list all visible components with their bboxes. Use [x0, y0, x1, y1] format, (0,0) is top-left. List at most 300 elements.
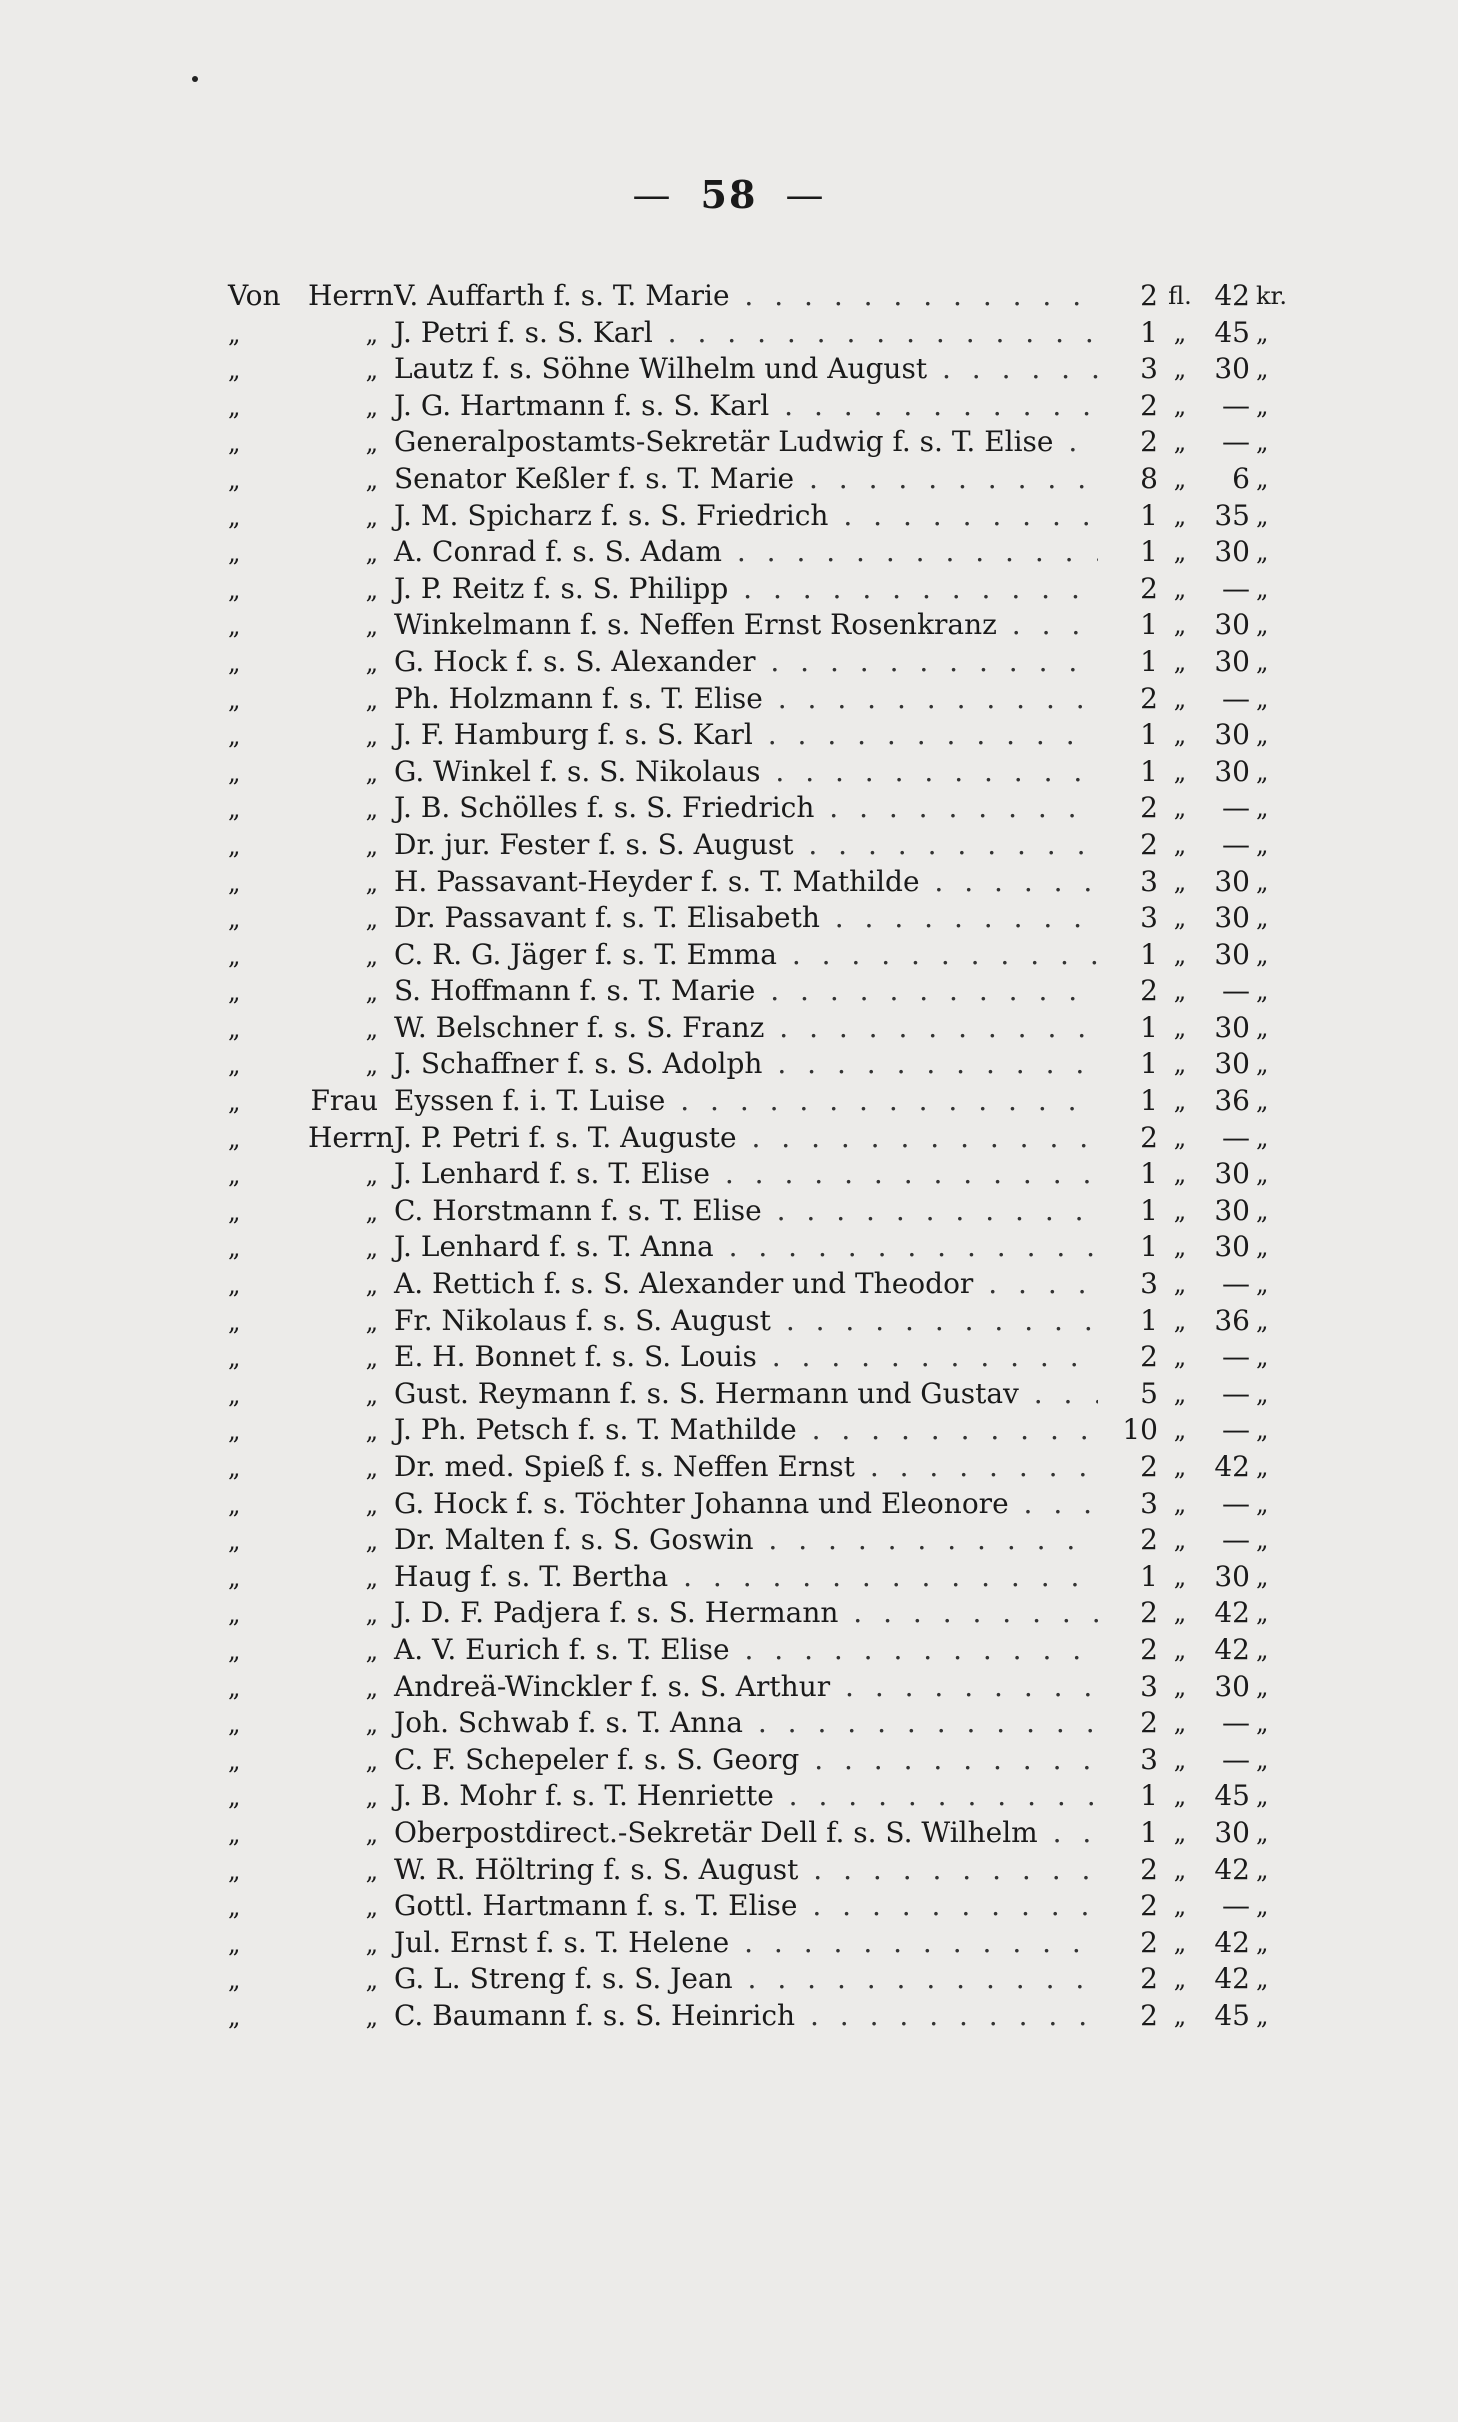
donor-entry: J. G. Hartmann f. s. S. Karl . . .	[390, 388, 1098, 424]
list-item	[228, 1156, 1298, 1193]
unit-gulden: „	[1173, 1160, 1187, 1189]
amount-kreuzer: 30	[1214, 754, 1250, 788]
unit-gulden: „	[1173, 1709, 1187, 1738]
unit-gulden: „	[1173, 757, 1187, 786]
salutation-title: „	[365, 319, 378, 348]
list-item	[228, 278, 1298, 315]
list-item	[228, 973, 1298, 1010]
amount-kreuzer: —	[1222, 1486, 1250, 1520]
unit-kreuzer: „	[1256, 977, 1269, 1006]
salutation-from: „	[228, 1271, 241, 1300]
amount-gulden: 3	[1140, 1486, 1158, 1520]
amount-gulden: 1	[1140, 1084, 1158, 1118]
amount-kreuzer: —	[1222, 974, 1250, 1008]
unit-gulden: „	[1173, 794, 1187, 823]
salutation-title: „	[365, 356, 378, 385]
unit-gulden: „	[1173, 904, 1187, 933]
salutation-title: „	[365, 1417, 378, 1446]
salutation-title: „	[365, 685, 378, 714]
amount-gulden: 1	[1140, 644, 1158, 678]
amount	[1098, 1010, 1298, 1046]
amount-kreuzer: 30	[1214, 1815, 1250, 1849]
salutation-title: Frau	[310, 1084, 378, 1118]
salutation-title: „	[365, 539, 378, 568]
salutation-from: „	[228, 795, 241, 824]
amount	[1098, 1156, 1298, 1192]
amount-gulden: 2	[1140, 425, 1158, 459]
amount-kreuzer: —	[1222, 1340, 1250, 1374]
list-item	[228, 1010, 1298, 1047]
list-item	[228, 1522, 1298, 1559]
amount	[1098, 973, 1298, 1009]
list-item	[228, 1266, 1298, 1303]
donor-entry: J. Lenhard f. s. T. Anna . . .	[390, 1229, 1098, 1265]
donor-entry: J. B. Mohr f. s. T. Henriette . . .	[390, 1778, 1098, 1814]
amount-kreuzer: 36	[1214, 1084, 1250, 1118]
amount	[1098, 1742, 1298, 1778]
salutation-from: „	[228, 465, 241, 494]
unit-kreuzer: „	[1256, 318, 1269, 347]
salutation-title: „	[365, 465, 378, 494]
unit-kreuzer: „	[1256, 1928, 1269, 1957]
amount-kreuzer: 30	[1214, 1193, 1250, 1227]
salutation-from: „	[228, 905, 241, 934]
donor-entry: J. Petri f. s. S. Karl . . .	[390, 315, 1098, 351]
amount-kreuzer: 42	[1214, 1632, 1250, 1666]
salutation-from: „	[228, 685, 241, 714]
amount-gulden: 1	[1140, 718, 1158, 752]
amount-kreuzer: —	[1222, 1376, 1250, 1410]
donor-entry: H. Passavant-Heyder f. s. T. Mathilde . . .	[390, 864, 1098, 900]
salutation-title: „	[365, 1929, 378, 1958]
amount-kreuzer: —	[1222, 1267, 1250, 1301]
unit-gulden: „	[1173, 1343, 1187, 1372]
salutation-from: „	[228, 1893, 241, 1922]
list-item	[228, 1046, 1298, 1083]
amount	[1098, 571, 1298, 607]
unit-gulden: „	[1173, 684, 1187, 713]
list-item	[228, 1339, 1298, 1376]
unit-gulden: „	[1173, 1928, 1187, 1957]
unit-kreuzer: „	[1256, 647, 1269, 676]
amount	[1098, 1522, 1298, 1558]
amount-gulden: 2	[1140, 1962, 1158, 1996]
amount-kreuzer: 30	[1214, 352, 1250, 386]
unit-gulden: „	[1173, 1489, 1187, 1518]
salutation-title: „	[365, 905, 378, 934]
list-item	[228, 717, 1298, 754]
salutation-title: „	[365, 1673, 378, 1702]
donor-entry: Ph. Holzmann f. s. T. Elise . . .	[390, 681, 1098, 717]
unit-kreuzer: „	[1256, 684, 1269, 713]
salutation-from: „	[228, 2002, 241, 2031]
list-item	[228, 1888, 1298, 1925]
amount-gulden: 2	[1140, 1925, 1158, 1959]
amount	[1098, 1852, 1298, 1888]
salutation-title: „	[365, 1856, 378, 1885]
unit-gulden: „	[1173, 1818, 1187, 1847]
unit-gulden: „	[1173, 428, 1187, 457]
amount	[1098, 1229, 1298, 1265]
unit-kreuzer: „	[1256, 1709, 1269, 1738]
salutation-from: „	[228, 1600, 241, 1629]
amount-gulden: 2	[1140, 1632, 1158, 1666]
amount-kreuzer: —	[1222, 1889, 1250, 1923]
donor-entry: C. Baumann f. s. S. Heinrich . . .	[390, 1998, 1098, 2034]
amount-gulden: 1	[1140, 498, 1158, 532]
unit-kreuzer: „	[1256, 1013, 1269, 1042]
amount-kreuzer: 42	[1214, 279, 1250, 312]
donor-entry: C. R. G. Jäger f. s. T. Emma . . .	[390, 937, 1098, 973]
amount	[1098, 1193, 1298, 1229]
page-number: 58	[700, 172, 758, 217]
amount	[1098, 461, 1298, 497]
amount-kreuzer: 30	[1214, 1157, 1250, 1191]
amount	[1098, 1486, 1298, 1522]
salutation-title: „	[365, 795, 378, 824]
salutation-title: „	[365, 648, 378, 677]
unit-kreuzer: „	[1256, 355, 1269, 384]
salutation-from: „	[228, 1234, 241, 1263]
unit-gulden: „	[1173, 1892, 1187, 1921]
unit-kreuzer: „	[1256, 1453, 1269, 1481]
salutation-title: „	[365, 1636, 378, 1665]
salutation-title: „	[365, 978, 378, 1007]
salutation-title: „	[365, 1454, 378, 1482]
donor-entry: Dr. Passavant f. s. T. Elisabeth . . .	[390, 900, 1098, 936]
salutation-from: „	[228, 1636, 241, 1665]
unit-gulden: „	[1173, 611, 1187, 640]
unit-gulden: „	[1173, 1196, 1187, 1225]
amount-gulden: 2	[1140, 1340, 1158, 1374]
amount-gulden: 8	[1140, 461, 1158, 495]
list-item	[228, 1559, 1298, 1596]
amount-gulden: 2	[1140, 681, 1158, 715]
amount	[1098, 424, 1298, 460]
list-item	[228, 607, 1298, 644]
list-item	[228, 1229, 1298, 1266]
salutation-title: „	[365, 2002, 378, 2031]
salutation-title: „	[365, 1563, 378, 1592]
donor-entry: J. Lenhard f. s. T. Elise . . .	[390, 1156, 1098, 1192]
salutation-title: „	[365, 722, 378, 751]
amount-kreuzer: —	[1222, 791, 1250, 825]
donor-entry: J. Ph. Petsch f. s. T. Mathilde . . .	[390, 1412, 1098, 1448]
amount	[1098, 1339, 1298, 1375]
amount-kreuzer: 42	[1214, 1852, 1250, 1886]
unit-kreuzer: „	[1256, 1343, 1269, 1372]
amount	[1098, 1266, 1298, 1302]
list-item	[228, 1449, 1298, 1486]
salutation-from: „	[228, 978, 241, 1007]
unit-gulden: „	[1173, 2001, 1187, 2030]
unit-gulden: „	[1173, 464, 1187, 493]
salutation-from: „	[228, 575, 241, 604]
list-item	[228, 315, 1298, 352]
amount	[1098, 1961, 1298, 1997]
unit-kreuzer: „	[1256, 1562, 1269, 1591]
amount-kreuzer: 30	[1214, 608, 1250, 642]
unit-kreuzer: „	[1256, 1416, 1269, 1445]
salutation-title: „	[365, 1271, 378, 1300]
unit-gulden: „	[1173, 1635, 1187, 1664]
unit-kreuzer: „	[1256, 1599, 1269, 1628]
salutation-from: „	[228, 941, 241, 970]
amount	[1098, 1632, 1298, 1668]
salutation-from: „	[228, 1563, 241, 1592]
salutation-from: „	[228, 1929, 241, 1958]
unit-gulden: „	[1173, 647, 1187, 676]
list-item	[228, 1632, 1298, 1669]
salutation-title: „	[365, 1819, 378, 1848]
dash-left: —	[632, 173, 673, 217]
amount-gulden: 3	[1140, 1669, 1158, 1703]
unit-kreuzer: „	[1256, 1123, 1269, 1152]
salutation-title: „	[365, 1600, 378, 1629]
salutation-from: „	[228, 1380, 241, 1409]
salutation-from: „	[228, 1856, 241, 1885]
unit-gulden: „	[1173, 830, 1187, 859]
salutation-title: „	[365, 831, 378, 860]
unit-gulden: „	[1173, 1965, 1187, 1994]
unit-gulden: „	[1173, 1379, 1187, 1408]
unit-gulden: „	[1173, 1562, 1187, 1591]
salutation-title: „	[365, 1051, 378, 1080]
amount-kreuzer: —	[1222, 1706, 1250, 1740]
amount	[1098, 1120, 1298, 1156]
amount	[1098, 1888, 1298, 1924]
salutation-from: „	[228, 1344, 241, 1373]
unit-kreuzer: „	[1256, 1050, 1269, 1079]
donor-entry: G. Hock f. s. S. Alexander . . .	[390, 644, 1098, 680]
unit-gulden: „	[1173, 318, 1187, 347]
list-item	[228, 1303, 1298, 1340]
salutation-title: „	[365, 1746, 378, 1775]
donor-entry: Senator Keßler f. s. T. Marie . . .	[390, 461, 1098, 497]
salutation-from: „	[228, 429, 241, 458]
salutation-from: „	[228, 722, 241, 751]
amount	[1098, 607, 1298, 643]
amount-kreuzer: —	[1222, 388, 1250, 422]
unit-kreuzer: „	[1256, 1270, 1269, 1299]
salutation-title: „	[365, 758, 378, 787]
amount	[1098, 754, 1298, 790]
amount-kreuzer: —	[1222, 1120, 1250, 1154]
donor-entry: Oberpostdirect.-Sekretär Dell f. s. S. Wilhelm . . .	[390, 1815, 1098, 1851]
unit-kreuzer: „	[1256, 1160, 1269, 1189]
amount	[1098, 388, 1298, 424]
amount	[1098, 1303, 1298, 1339]
donor-entry: Lautz f. s. Söhne Wilhelm und August . . .	[390, 351, 1098, 387]
amount-gulden: 1	[1140, 608, 1158, 642]
unit-kreuzer: „	[1256, 538, 1269, 567]
list-item	[228, 1193, 1298, 1230]
salutation-title: „	[365, 1307, 378, 1336]
amount-gulden: 1	[1140, 754, 1158, 788]
amount-gulden: 3	[1140, 864, 1158, 898]
unit-gulden: „	[1173, 977, 1187, 1006]
list-item	[228, 1998, 1298, 2035]
amount	[1098, 1778, 1298, 1814]
amount-gulden: 1	[1140, 1193, 1158, 1227]
amount-gulden: 1	[1140, 535, 1158, 569]
amount-gulden: 1	[1140, 1303, 1158, 1337]
unit-gulden: „	[1173, 1416, 1187, 1445]
list-item	[228, 1961, 1298, 1998]
amount	[1098, 1083, 1298, 1119]
list-item	[228, 461, 1298, 498]
unit-kreuzer: „	[1256, 757, 1269, 786]
amount-gulden: 2	[1140, 827, 1158, 861]
unit-kreuzer: „	[1256, 830, 1269, 859]
unit-gulden: „	[1173, 1672, 1187, 1701]
salutation-title: „	[365, 1893, 378, 1922]
unit-kreuzer: „	[1256, 1087, 1269, 1116]
donor-entry: Eyssen f. i. T. Luise . . .	[390, 1083, 1098, 1119]
unit-gulden: „	[1173, 391, 1187, 420]
list-item	[228, 498, 1298, 535]
donor-entry: J. P. Reitz f. s. S. Philipp . . .	[390, 571, 1098, 607]
donor-entry: J. Schaffner f. s. S. Adolph . . .	[390, 1046, 1098, 1082]
salutation-from: „	[228, 356, 241, 385]
amount-kreuzer: 42	[1214, 1962, 1250, 1996]
dash-right: —	[785, 173, 826, 217]
amount-kreuzer: —	[1222, 1523, 1250, 1557]
amount-kreuzer: —	[1222, 1742, 1250, 1776]
salutation-title: „	[365, 868, 378, 897]
amount-kreuzer: 42	[1214, 1925, 1250, 1959]
amount	[1098, 1669, 1298, 1705]
unit-gulden: „	[1173, 1453, 1187, 1481]
list-item	[228, 1705, 1298, 1742]
list-item	[228, 754, 1298, 791]
list-item	[228, 1412, 1298, 1449]
amount-gulden: 2	[1140, 388, 1158, 422]
donor-entry: Dr. jur. Fester f. s. S. August . . .	[390, 827, 1098, 863]
amount-gulden: 2	[1140, 1523, 1158, 1557]
unit-kreuzer: „	[1256, 2001, 1269, 2030]
unit-gulden: „	[1173, 538, 1187, 567]
unit-kreuzer: „	[1256, 1379, 1269, 1408]
unit-kreuzer: „	[1256, 1233, 1269, 1262]
salutation-from: „	[228, 1527, 241, 1556]
salutation-title: „	[365, 502, 378, 531]
unit-gulden: „	[1173, 1013, 1187, 1042]
amount-kreuzer: 30	[1214, 644, 1250, 678]
donor-entry: Gust. Reymann f. s. S. Hermann und Gustav . . .	[390, 1376, 1098, 1412]
amount-kreuzer: 30	[1214, 864, 1250, 898]
list-item	[228, 1376, 1298, 1413]
donor-entry: A. Conrad f. s. S. Adam . . .	[390, 534, 1098, 570]
amount	[1098, 1376, 1298, 1412]
unit-kreuzer: „	[1256, 1745, 1269, 1774]
amount-gulden: 1	[1140, 1779, 1158, 1813]
donation-list	[228, 278, 1298, 2035]
amount-kreuzer: 30	[1214, 1230, 1250, 1264]
unit-gulden: „	[1173, 574, 1187, 603]
amount-gulden: 1	[1140, 937, 1158, 971]
unit-gulden: „	[1173, 1599, 1187, 1628]
salutation-from: „	[228, 1673, 241, 1702]
amount-kreuzer: 45	[1214, 1998, 1250, 2032]
unit-kreuzer: „	[1256, 1892, 1269, 1921]
unit-kreuzer: „	[1256, 611, 1269, 640]
unit-gulden: „	[1173, 501, 1187, 530]
salutation-from: „	[228, 1051, 241, 1080]
unit-kreuzer: kr.	[1256, 282, 1288, 310]
unit-kreuzer: „	[1256, 794, 1269, 823]
salutation-from: Von	[228, 279, 281, 312]
unit-kreuzer: „	[1256, 867, 1269, 896]
amount-gulden: 2	[1140, 1998, 1158, 2032]
list-item	[228, 644, 1298, 681]
amount	[1098, 1449, 1298, 1485]
donor-entry: Dr. Malten f. s. S. Goswin . . .	[390, 1522, 1098, 1558]
amount	[1098, 278, 1298, 314]
amount-kreuzer: —	[1222, 681, 1250, 715]
list-item	[228, 571, 1298, 608]
salutation-title: „	[365, 575, 378, 604]
amount-kreuzer: —	[1222, 827, 1250, 861]
amount-gulden: 2	[1140, 1889, 1158, 1923]
unit-kreuzer: „	[1256, 721, 1269, 750]
donor-entry: C. Horstmann f. s. T. Elise . . .	[390, 1193, 1098, 1229]
unit-gulden: „	[1173, 1782, 1187, 1811]
donor-entry: V. Auffarth f. s. T. Marie . . .	[390, 278, 1098, 314]
amount-kreuzer: 42	[1214, 1450, 1250, 1483]
unit-gulden: „	[1173, 1745, 1187, 1774]
salutation-title: „	[365, 1161, 378, 1190]
donor-entry: E. H. Bonnet f. s. S. Louis . . .	[390, 1339, 1098, 1375]
amount	[1098, 1998, 1298, 2034]
amount	[1098, 1595, 1298, 1631]
donor-entry: J. F. Hamburg f. s. S. Karl . . .	[390, 717, 1098, 753]
donor-entry: A. Rettich f. s. S. Alexander und Theodor . . .	[390, 1266, 1098, 1302]
salutation-title: „	[365, 1344, 378, 1373]
amount-kreuzer: 45	[1214, 1779, 1250, 1813]
salutation-from: „	[228, 1454, 241, 1482]
salutation-title: „	[365, 1234, 378, 1263]
unit-gulden: „	[1173, 1855, 1187, 1884]
amount	[1098, 1925, 1298, 1961]
salutation-from: „	[228, 758, 241, 787]
amount-gulden: 1	[1140, 315, 1158, 349]
unit-kreuzer: „	[1256, 940, 1269, 969]
salutation-from: „	[228, 392, 241, 421]
salutation-title: „	[365, 1527, 378, 1556]
amount-kreuzer: 30	[1214, 1047, 1250, 1081]
amount	[1098, 1815, 1298, 1851]
amount-kreuzer: 6	[1232, 461, 1250, 495]
amount	[1098, 900, 1298, 936]
ink-speck	[192, 76, 198, 82]
donor-entry: G. Winkel f. s. S. Nikolaus . . .	[390, 754, 1098, 790]
amount-gulden: 3	[1140, 352, 1158, 386]
amount-gulden: 3	[1140, 901, 1158, 935]
amount-gulden: 10	[1122, 1413, 1158, 1447]
amount-gulden: 1	[1140, 1559, 1158, 1593]
amount-gulden: 3	[1140, 1267, 1158, 1301]
amount-gulden: 2	[1140, 1450, 1158, 1483]
amount	[1098, 717, 1298, 753]
amount-gulden: 2	[1140, 1596, 1158, 1630]
amount	[1098, 1559, 1298, 1595]
unit-gulden: „	[1173, 721, 1187, 750]
salutation-title: „	[365, 1710, 378, 1739]
list-item	[228, 1669, 1298, 1706]
donor-entry: J. D. F. Padjera f. s. S. Hermann . . .	[390, 1595, 1098, 1631]
salutation-title: „	[365, 392, 378, 421]
